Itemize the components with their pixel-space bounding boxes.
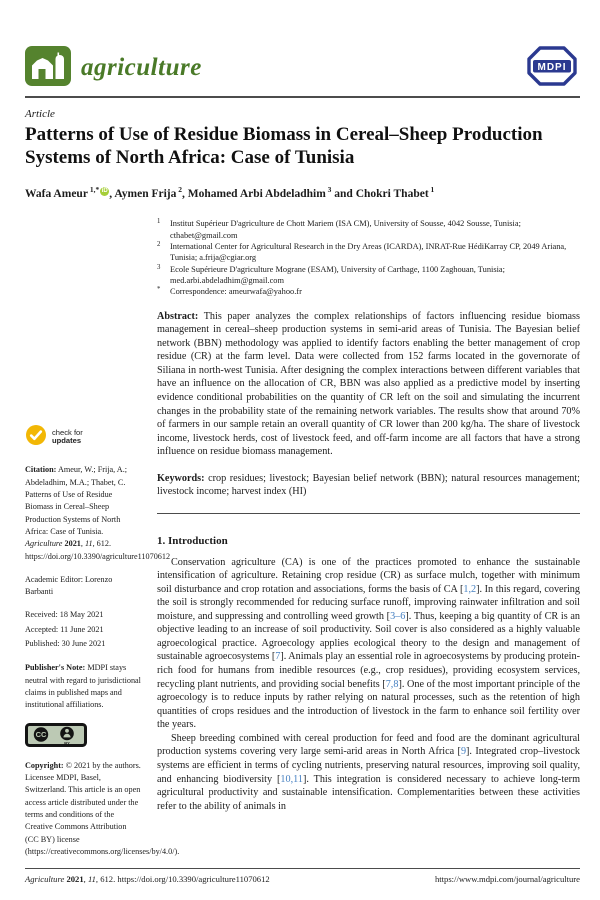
citation-ref-link[interactable]: 7,8 bbox=[385, 678, 399, 690]
journal-header bbox=[25, 44, 580, 92]
journal-name: agriculture bbox=[81, 54, 202, 81]
check-icon bbox=[25, 424, 47, 450]
published-date: Published: 30 June 2021 bbox=[25, 639, 106, 649]
footer-journal-url[interactable]: https://www.mdpi.com/journal/agriculture bbox=[434, 874, 580, 884]
check-for-updates-badge[interactable] bbox=[25, 424, 141, 450]
mdpi-logo-icon[interactable] bbox=[524, 45, 580, 92]
barn-icon bbox=[25, 46, 71, 91]
copyright-label: Copyright: bbox=[25, 760, 64, 770]
section-1-heading: 1. Introduction bbox=[157, 534, 228, 547]
keywords-label: Keywords: bbox=[157, 472, 205, 484]
author-name: Wafa Ameur bbox=[25, 188, 88, 201]
intro-paragraph-2: Sheep breeding combined with cereal production for feed and food are the dominant agricultural production systems covering very large semi-arid areas in North Africa [9]. Integrated crop–livestock systems are efficient in terms of cycling nutrients, preserving natural resources, improving soil quality, and enhancing biodiversity [10,11]. This integration is considered necessary to achieve long-term agricultural productivity and sustainable intensification. Complementarities between these activities refer to the ability of animals in bbox=[157, 732, 580, 812]
footer-divider bbox=[25, 868, 580, 869]
affiliation-row: 1 Institut Supérieur D'agriculture de Chott Mariem (ISA CM), University of Sousse, 4042 Sousse, Tunisia; cthabet@gmail.com bbox=[157, 218, 521, 240]
citation-ref-link[interactable]: 1,2 bbox=[463, 583, 477, 595]
content-columns bbox=[25, 216, 580, 869]
orcid-icon[interactable]: iD bbox=[101, 188, 108, 195]
svg-text:MDPI: MDPI bbox=[537, 61, 567, 73]
article-main-column bbox=[157, 216, 580, 813]
received-date: Received: 18 May 2021 bbox=[25, 610, 104, 620]
cc-by-license-icon[interactable] bbox=[25, 723, 141, 751]
affiliation-row: 2 International Center for Agricultural Research in the Dry Areas (ICARDA), INRAT-Rue HédiKarray CP, 2049 Ariana, Tunisia; a.frija@cgiar.org bbox=[157, 240, 567, 263]
article-dates bbox=[25, 609, 141, 650]
author-name: Mohamed Arbi Abdeladhim bbox=[187, 188, 326, 201]
citation-ref-link[interactable]: 7 bbox=[275, 651, 281, 663]
academic-editor: Academic Editor: Lorenzo Barbanti bbox=[25, 574, 113, 597]
affiliation-row: 3 Ecole Supérieure D'agriculture Mograne (ESAM), University of Carthage, 1100 Zaghouan, Tunisia; med.arbi.abdeladhim@gmail.com bbox=[157, 263, 505, 285]
citation-ref-link[interactable]: 9 bbox=[460, 746, 467, 758]
citation-label: Citation: bbox=[25, 465, 57, 475]
journal-brand bbox=[25, 46, 202, 91]
accepted-date: Accepted: 11 June 2021 bbox=[25, 624, 104, 634]
author-name: Aymen Frija bbox=[114, 188, 177, 201]
keywords: Keywords: crop residues; livestock; Bayesian belief network (BBN); natural resources management; livestock income; harvest index (HI) bbox=[157, 472, 580, 498]
citation-ref-link[interactable]: 3–6 bbox=[390, 610, 406, 622]
affiliation-row: * Correspondence: ameurwafa@yahoo.fr bbox=[157, 286, 302, 297]
publishers-note-label: Publisher's Note: bbox=[25, 663, 86, 673]
publishers-note: Publisher's Note: MDPI stays neutral with regard to jurisdictional claims in published maps and institutional affiliations. bbox=[25, 663, 141, 710]
keywords-divider bbox=[157, 513, 580, 514]
intro-paragraph-1: Conservation agriculture (CA) is one of the practices promoted to enhance the sustainable intensification of agriculture. Retaining crop residue (CR) as surface mulch, together with minimum soil disturbance and crop rotation and associations, forms the basis of CA [1,2]. In this regard, covering the soil is strongly recommended for reducing surface runoff, improving rainwater infiltration and soil moisture, and suppressing and controlling weed growth [3–6]. Thus, keeping a big quantity of CR is an objective leading to an increase of soil productivity. Soil cover is also considered as a highly valuable agroecological practice. Agroecology applies ecological theory to the design and management of sustainable agroecosystems [7]. Animals play an essential role in agroecosystems by producing protein-rich food for humans from inedible resources (e.g., crop residues), providing ecosystem services, recycling plant nutrients, and providing social benefits [7,8]. One of the most important principle of the agroecology is to reduce inputs by rather relying on natural processes, such as the retention of high quantities of crops residues and the introduction of livestock in the farm to enhance soil fertility over the years. bbox=[157, 556, 580, 731]
article-type-label: Article bbox=[25, 108, 55, 120]
article-meta-sidebar bbox=[25, 424, 180, 869]
authors-line: Wafa Ameur $^{1,*}$ iD , Aymen Frija $^2$, Mohamed Arbi Abdeladhim $^3$ and Chokri Thabet $^1$ bbox=[25, 185, 435, 201]
header-divider bbox=[25, 96, 580, 98]
copyright-block: Copyright: © 2021 by the authors. Licensee MDPI, Basel, Switzerland. This article is an open access article distributed under the terms and conditions of the Creative Commons Attribution (CC BY) license (https://creativecommons.org/licenses/by/4.0/). bbox=[25, 760, 180, 856]
check-for-updates-label: check for updates bbox=[52, 427, 83, 446]
page-footer bbox=[25, 868, 580, 884]
abstract-label: Abstract: bbox=[157, 310, 199, 322]
footer-citation: Agriculture 2021, 11, 612. https://doi.org/10.3390/agriculture11070612 bbox=[25, 874, 270, 884]
citation-ref-link[interactable]: 10,11 bbox=[280, 773, 303, 785]
page-title: Patterns of Use of Residue Biomass in Cereal–Sheep Production Systems of North Africa: Case of Tunisia bbox=[25, 124, 543, 169]
svg-text:BY: BY bbox=[64, 740, 70, 746]
svg-text:CC: CC bbox=[35, 729, 47, 739]
citation-block: Citation: Ameur, W.; Frija, A.; Abdeladhim, M.A.; Thabet, C. Patterns of Use of Residue Biomass in Cereal–Sheep Production Systems of North Africa: Case of Tunisia. Agriculture 2021, 11, 612. https://doi.org/10.3390/agriculture11070612 bbox=[25, 465, 171, 561]
author-name: Chokri Thabet bbox=[355, 188, 429, 201]
abstract: Abstract: This paper analyzes the complex relationships of factors influencing residue biomass management in cereal–sheep production systems in semi-arid areas of Tunisia. The Bayesian belief network (BBN) methodology was applied to identify factors enabling the better management of crop residue (CR) at the farm level. Data were collected from 152 farms located in the governorate of Siliana in north-west Tunisia. After designing the complex interactions between different variables that have an influence on the allocation of CR, BBN was also applied as a predictive model by inserting evidence conditional probabilities on the quantity of CR left on the soil and simulating the incurrent changes in the probability state of the remaining network variables. The results show that around 70% of farmers in our sample retain an overall quantity of CR lower than 200 kg/ha. The share of livestock income, livestock herds, cost of livestock feed, and off-farm income are all factors that have a strong influence on residue biomass management. bbox=[157, 310, 580, 458]
affiliations-list bbox=[157, 218, 580, 297]
